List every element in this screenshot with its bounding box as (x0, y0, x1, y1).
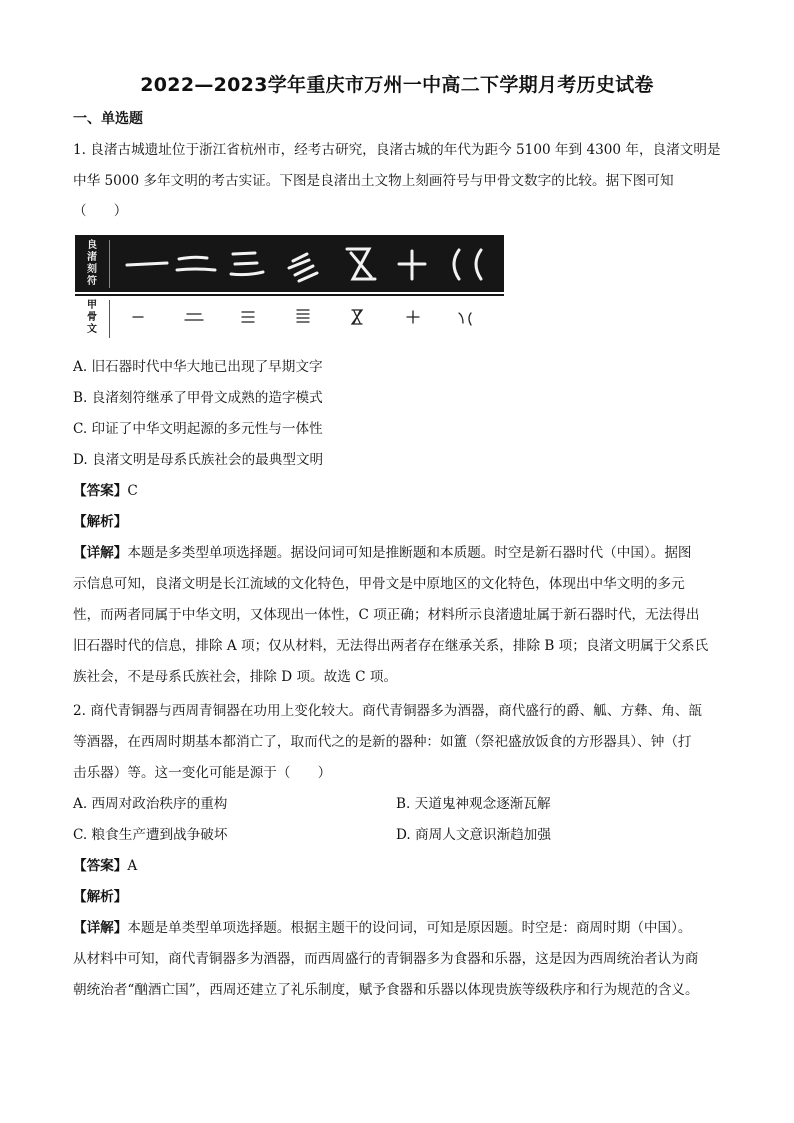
liangzhu-symbols-row (75, 235, 504, 292)
q2-detail-line (73, 918, 723, 938)
glyph-six (399, 251, 425, 279)
q1-detail-line: 性，而两者同属于中华文明，又体现出一体性，C 项正确；材料所示良渚遗址属于新石器时代，无法得出 (73, 607, 700, 623)
detail-text: 本题是多类型单项选择题。据设问词可知是推断题和本质题。时空是新石器时代（中国）。据图 (127, 545, 692, 561)
q1-option-b: B. 良渚刻符继承了甲骨文成熟的造字模式 (73, 390, 323, 406)
q1-detail-line: 示信息可知，良渚文明是长江流域的文化特色，甲骨文是中原地区的文化特色，体现出中华文明的多元 (73, 576, 685, 592)
glyph-three (242, 312, 254, 322)
label-char: 良 (87, 240, 97, 251)
q2-option-a: A. 西周对政治秩序的重构 (73, 796, 228, 812)
oracle-glyphs (109, 296, 504, 341)
glyph-two (177, 257, 215, 270)
detail-tag: 【详解】 (73, 920, 128, 936)
q2-option-d: D. 商周人文意识渐趋加强 (396, 827, 551, 843)
page-title: 2022—2023学年重庆市万州一中高二下学期月考历史试卷 (140, 74, 654, 96)
q1-stem-line: （ ） (73, 203, 128, 219)
glyph-seven (454, 250, 481, 279)
glyph-four (289, 254, 317, 281)
q1-detail-line (73, 543, 723, 563)
glyph-six (407, 311, 419, 323)
label-char: 符 (87, 276, 97, 287)
detail-text: 本题是单类型单项选择题。根据主题干的设问词，可知是原因题。时空是：商周时期（中国）。 (127, 920, 692, 936)
glyph-five (352, 310, 362, 324)
glyph-seven (459, 313, 471, 325)
detail-tag: 【详解】 (73, 545, 128, 561)
q1-stem-line: 中华 5000 多年文明的考古实证。下图是良渚出土文物上刻画符号与甲骨文数字的比较。据下图可知 (73, 173, 674, 189)
answer-value: A (127, 858, 138, 874)
q2-option-c: C. 粮食生产遭到战争破坏 (73, 827, 228, 843)
section-heading: 一、单选题 (73, 111, 143, 127)
q1-comparison-figure (75, 235, 504, 340)
glyph-one (127, 263, 167, 265)
oracle-bone-row (75, 294, 504, 341)
analysis-tag: 【解析】 (73, 889, 128, 905)
row-label-oracle (75, 300, 110, 338)
answer-value: C (127, 483, 138, 499)
q1-option-d: D. 良渚文明是母系氏族社会的最典型文明 (73, 452, 324, 468)
q1-stem-line: 1. 良渚古城遗址位于浙江省杭州市，经考古研究，良渚古城的年代为距今 5100 年到 4300 年，良渚文明是 (73, 142, 721, 158)
q2-stem-line: 击乐器）等。这一变化可能是源于（ ） (73, 765, 332, 781)
label-char: 骨 (87, 312, 97, 323)
q2-analysis-tag (73, 887, 723, 907)
q1-option-a: A. 旧石器时代中华大地已出现了早期文字 (73, 359, 323, 375)
label-char: 渚 (87, 252, 97, 263)
answer-tag: 【答案】 (73, 858, 128, 874)
glyph-four (297, 310, 309, 322)
q1-detail-line: 族社会，不是母系氏族社会，排除 D 项。故选 C 项。 (73, 669, 398, 685)
analysis-tag: 【解析】 (73, 514, 128, 530)
q2-detail-line: 从材料中可知，商代青铜器多为酒器，而西周盛行的青铜器多为食器和乐器，这是因为西周统治者认为商 (73, 951, 699, 967)
glyph-three (231, 253, 263, 275)
q1-option-c: C. 印证了中华文明起源的多元性与一体性 (73, 421, 323, 437)
glyph-five (347, 249, 375, 279)
q2-stem-line: 2. 商代青铜器与西周青铜器在功用上变化较大。商代青铜器多为酒器，商代盛行的爵、觚、方彝、角、瓿 (73, 703, 703, 719)
q2-detail-line: 朝统治者“酗酒亡国”，西周还建立了礼乐制度，赋予食器和乐器以体现贵族等级秩序和行为规范的含义。 (73, 982, 699, 998)
q2-stem-line: 等酒器，在西周时期基本都消亡了，取而代之的是新的器种：如簠（祭祀盛放饭食的方形器具）、钟（打 (73, 734, 692, 750)
row-label-liangzhu (75, 240, 110, 288)
q2-option-b: B. 天道鬼神观念逐渐瓦解 (396, 796, 551, 812)
liangzhu-glyphs (109, 235, 504, 292)
q2-answer (73, 856, 723, 876)
answer-tag: 【答案】 (73, 483, 128, 499)
label-char: 刻 (87, 264, 97, 275)
q1-detail-line: 旧石器时代的信息，排除 A 项；仅从材料，无法得出两者存在继承关系，排除 B 项；良渚文明属于父系氏 (73, 638, 709, 654)
label-char: 文 (87, 324, 97, 335)
glyph-two (185, 314, 203, 320)
label-char: 甲 (87, 300, 97, 311)
q1-answer (73, 481, 723, 501)
q1-analysis-tag (73, 512, 723, 532)
